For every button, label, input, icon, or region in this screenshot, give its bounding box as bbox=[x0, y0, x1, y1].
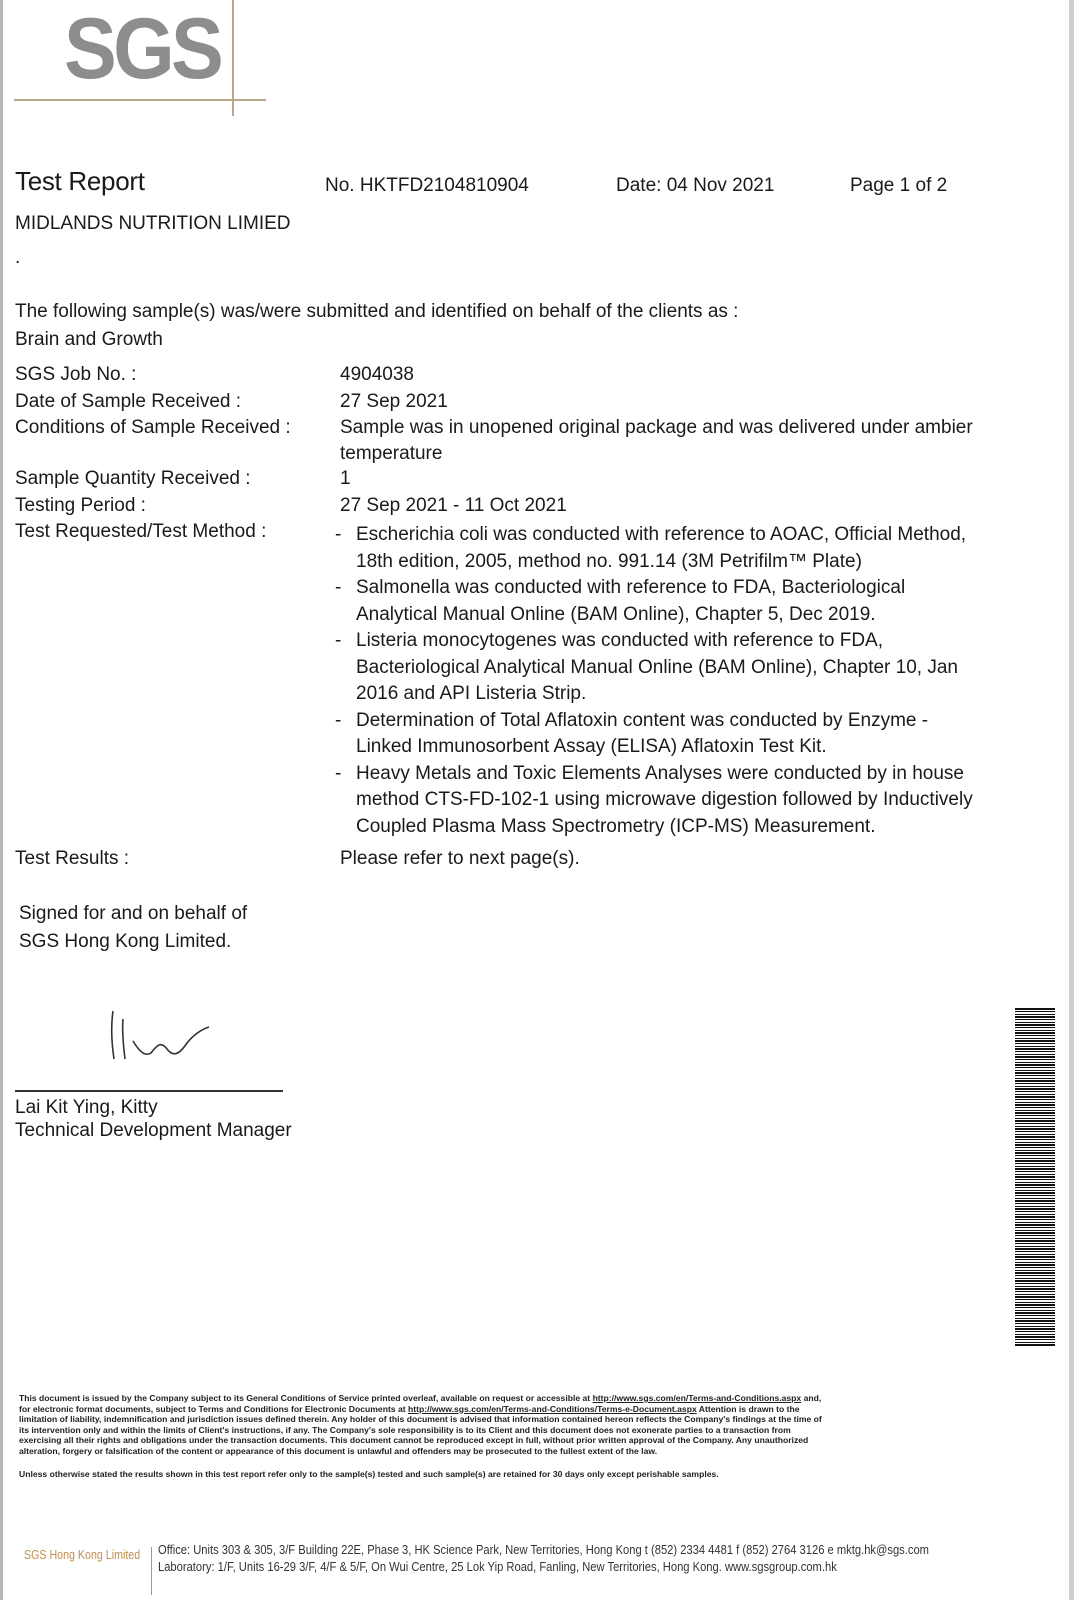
conditions-label: Conditions of Sample Received : bbox=[15, 417, 291, 438]
disclaimer-line: This document is issued by the Company subject to its General Conditions of Service printed overleaf, available on request or accessible at bbox=[19, 1393, 593, 1403]
disclaimer-text bbox=[19, 1393, 969, 1457]
sample-name: Brain and Growth bbox=[15, 329, 163, 350]
disclaimer-line: Attention is drawn to the bbox=[696, 1403, 800, 1414]
list-item bbox=[335, 708, 1025, 761]
method-line: Salmonella was conducted with reference to FDA, Bacteriological bbox=[356, 577, 906, 598]
client-name: MIDLANDS NUTRITION LIMIED bbox=[15, 213, 291, 234]
terms-e-document-link[interactable]: http://www.sgs.com/en/Terms-and-Conditions/Terms-e-Document.aspx bbox=[408, 1403, 697, 1414]
testing-period-value: 27 Sep 2021 - 11 Oct 2021 bbox=[340, 495, 567, 516]
bullet-dash: - bbox=[335, 762, 342, 784]
signatory-title: Technical Development Manager bbox=[15, 1120, 292, 1141]
method-line: Bacteriological Analytical Manual Online (BAM Online), Chapter 10, Jan bbox=[356, 656, 958, 678]
bullet-dash: - bbox=[335, 577, 342, 598]
disclaimer-line: its intervention only and within the limits of Client's instructions, if any. The Company's sole responsibility is to its Client and this document does not exonerate parties to a transaction from bbox=[19, 1424, 791, 1435]
test-method-label: Test Requested/Test Method : bbox=[15, 521, 267, 542]
client-address-dot: . bbox=[15, 247, 21, 268]
footer-contact bbox=[158, 1541, 929, 1575]
list-item bbox=[335, 575, 1025, 628]
date-received-label: Date of Sample Received : bbox=[15, 391, 242, 412]
logo-rule-horizontal bbox=[14, 99, 266, 101]
terms-conditions-link[interactable]: http://www.sgs.com/en/Terms-and-Conditions.aspx bbox=[592, 1393, 802, 1403]
footer-office: Office: Units 303 & 305, 3/F Building 22E, Phase 3, HK Science Park, New Territories, Hong Kong t (852) 2334 4481 f (852) 2764 3126 e mktg.hk@sgs.com bbox=[158, 1542, 929, 1557]
list-item bbox=[335, 522, 1025, 575]
method-line: Heavy Metals and Toxic Elements Analyses were conducted by in house bbox=[356, 762, 964, 784]
test-results-value: Please refer to next page(s). bbox=[340, 848, 580, 869]
page-edge-left bbox=[0, 0, 3, 1600]
disclaimer-line: alteration, forgery or falsification of the content or appearance of this document is unlawful and offenders may be prosecuted to the fullest extent of the law. bbox=[19, 1445, 658, 1456]
signed-company: SGS Hong Kong Limited. bbox=[19, 931, 232, 952]
disclaimer-line: limitation of liability, indemnification and jurisdiction issues defined therein. Any holder of this document is advised that information contained hereon reflects the Company's findings at the time of bbox=[19, 1414, 822, 1425]
quantity-value: 1 bbox=[340, 468, 351, 489]
method-line: method CTS-FD-102-1 using microwave digestion followed by Inductively bbox=[356, 789, 973, 810]
page-number: Page 1 of 2 bbox=[850, 175, 948, 196]
method-line: Escherichia coli was conducted with reference to AOAC, Official Method, bbox=[356, 524, 967, 545]
sgs-logo bbox=[14, 0, 266, 116]
bullet-dash: - bbox=[335, 524, 342, 545]
logo-rule-vertical bbox=[232, 0, 234, 116]
list-item bbox=[335, 628, 1025, 708]
sgs-logo-text: SGS bbox=[64, 1, 221, 97]
intro-statement: The following sample(s) was/were submitted and identified on behalf of the clients as : bbox=[15, 301, 739, 322]
quantity-label: Sample Quantity Received : bbox=[15, 468, 251, 489]
report-date: Date: 04 Nov 2021 bbox=[616, 175, 775, 196]
report-title: Test Report bbox=[15, 166, 145, 196]
retention-notice: Unless otherwise stated the results shown in this test report refer only to the sample(s) tested and such sample(s) are retained for 30 days only except perishable samples. bbox=[19, 1469, 719, 1479]
method-line: 18th edition, 2005, method no. 991.14 (3M Petrifilm™ Plate) bbox=[356, 550, 862, 572]
page-edge-right bbox=[1069, 0, 1074, 1600]
disclaimer-line: exercising all their rights and obligations under the transaction documents. This document cannot be reproduced except in full, without prior written approval of the Company. Any unauthorized bbox=[19, 1435, 809, 1446]
report-number: No. HKTFD2104810904 bbox=[325, 175, 529, 196]
footer-laboratory: Laboratory: 1/F, Units 16-29 3/F, 4/F & 5/F, On Wui Centre, 25 Lok Yip Road, Fanling, New Territories, Hong Kong. www.sgsgroup.com.hk bbox=[158, 1559, 837, 1574]
test-results-label: Test Results : bbox=[15, 848, 130, 869]
disclaimer-line: and, bbox=[801, 1393, 822, 1403]
bullet-dash: - bbox=[335, 630, 342, 651]
list-item bbox=[335, 761, 1025, 841]
signed-for-text: Signed for and on behalf of bbox=[19, 903, 248, 924]
test-method-list bbox=[335, 522, 1025, 840]
job-no-value: 4904038 bbox=[340, 364, 414, 385]
job-no-label: SGS Job No. : bbox=[15, 364, 137, 385]
conditions-value-line2: temperature bbox=[340, 443, 443, 464]
disclaimer-line: for electronic format documents, subject to Terms and Conditions for Electronic Documents at bbox=[19, 1403, 409, 1414]
footer-divider bbox=[151, 1547, 152, 1595]
barcode bbox=[1015, 1008, 1055, 1346]
footer-company-name: SGS Hong Kong Limited bbox=[24, 1547, 141, 1562]
method-line: Coupled Plasma Mass Spectrometry (ICP-MS) Measurement. bbox=[356, 815, 876, 837]
signature-line bbox=[15, 1090, 283, 1092]
date-received-value: 27 Sep 2021 bbox=[340, 391, 448, 412]
bullet-dash: - bbox=[335, 709, 342, 731]
method-line: Linked Immunosorbent Assay (ELISA) Aflatoxin Test Kit. bbox=[356, 736, 827, 757]
handwritten-signature bbox=[105, 1005, 225, 1065]
method-line: Listeria monocytogenes was conducted with reference to FDA, bbox=[356, 630, 883, 651]
method-line: 2016 and API Listeria Strip. bbox=[356, 683, 587, 704]
testing-period-label: Testing Period : bbox=[15, 495, 146, 516]
method-line: Analytical Manual Online (BAM Online), Chapter 5, Dec 2019. bbox=[356, 603, 876, 625]
conditions-value-line1: Sample was in unopened original package and was delivered under ambier bbox=[340, 417, 973, 438]
signatory-name: Lai Kit Ying, Kitty bbox=[15, 1097, 158, 1118]
method-line: Determination of Total Aflatoxin content was conducted by Enzyme - bbox=[356, 709, 929, 731]
